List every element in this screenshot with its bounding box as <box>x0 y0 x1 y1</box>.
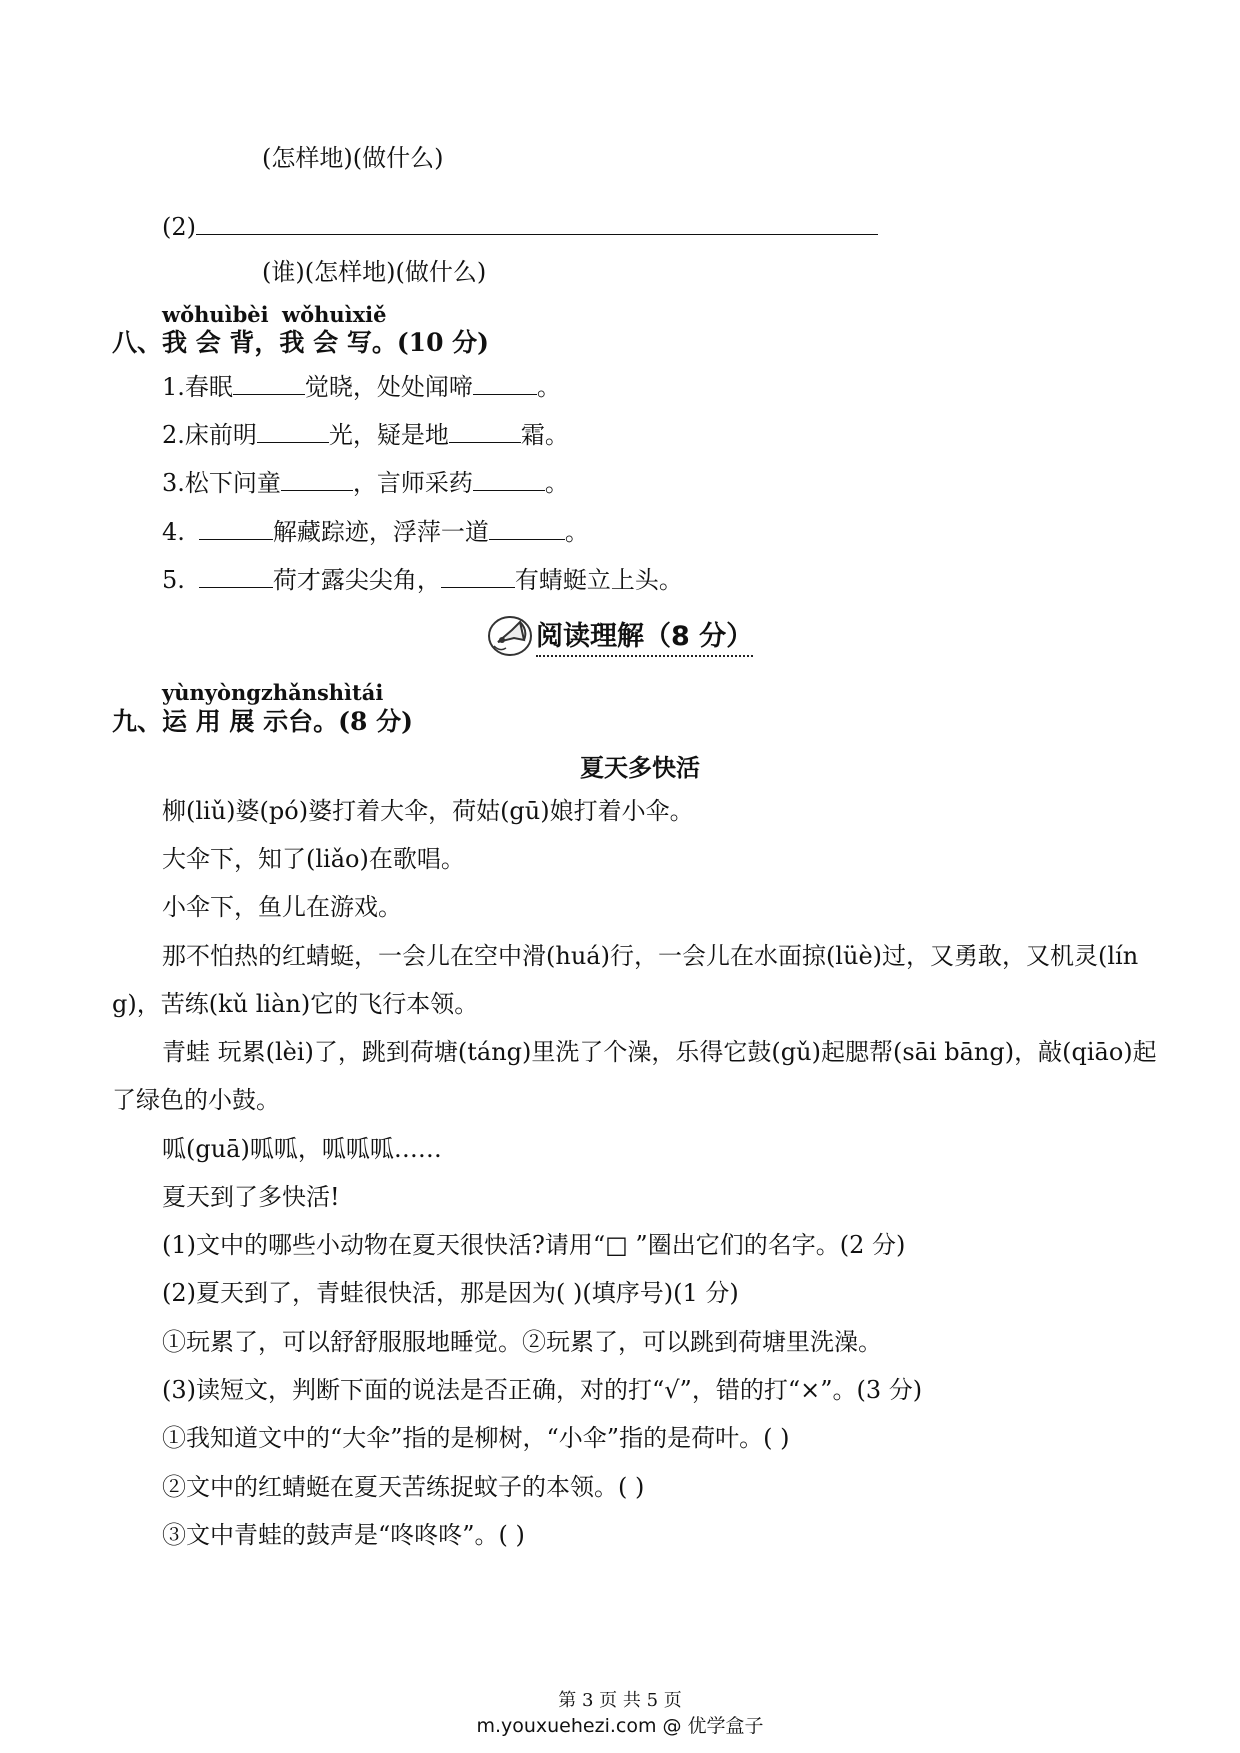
question-2-options: ①玩累了，可以舒舒服服地睡觉。②玩累了，可以跳到荷塘里洗澡。 <box>162 1328 882 1356</box>
answer-line-2[interactable] <box>162 212 878 242</box>
fill-blank[interactable] <box>473 468 545 491</box>
poem-line-3 <box>162 468 569 498</box>
question-2[interactable]: (2)夏天到了，青蛙很快活，那是因为( )(填序号)(1 分) <box>162 1279 739 1307</box>
page-number: 第 3 页 共 5 页 <box>558 1690 682 1711</box>
poem-text: 霜。 <box>520 421 569 449</box>
pinyin-yunyongzhanshitai: yùnyòngzhǎnshìtái <box>162 680 384 705</box>
poem-text: 3.松下问童 <box>162 469 281 497</box>
poem-text: 。 <box>544 469 569 497</box>
answer-blank[interactable] <box>196 212 878 235</box>
trumpet-icon <box>486 612 536 658</box>
fill-blank[interactable] <box>281 468 353 491</box>
passage-paragraph: 呱(guā)呱呱，呱呱呱…… <box>162 1135 442 1163</box>
section-number: 九、 <box>112 707 163 736</box>
fill-blank[interactable] <box>199 565 273 588</box>
question-3-statement-3[interactable]: ③文中青蛙的鼓声是“咚咚咚”。( ) <box>162 1521 525 1549</box>
passage-paragraph-continued: g)，苦练(kǔ liàn)它的飞行本领。 <box>112 990 479 1018</box>
poem-text: 觉晓，处处闻啼 <box>304 373 473 401</box>
poem-line-2 <box>162 420 569 450</box>
poem-text: 有蜻蜓立上头。 <box>514 566 683 594</box>
poem-text: ，言师采药 <box>352 469 473 497</box>
fill-blank[interactable] <box>449 420 521 443</box>
poem-text: 2.床前明 <box>162 421 257 449</box>
reading-section-banner <box>486 612 753 658</box>
poem-text: 1.春眠 <box>162 373 233 401</box>
section-points: (8 分) <box>338 707 413 736</box>
poem-line-5 <box>162 565 683 595</box>
question-1: (1)文中的哪些小动物在夏天很快活?请用“□ ”圈出它们的名字。(2 分) <box>162 1231 906 1259</box>
fill-blank[interactable] <box>199 517 273 540</box>
passage-paragraph: 小伞下，鱼儿在游戏。 <box>162 893 402 921</box>
item-number: (2) <box>162 213 196 241</box>
passage-title: 夏天多快活 <box>580 754 700 782</box>
answer-labels-2: (谁)(怎样地)(做什么) <box>262 258 487 286</box>
passage-paragraph: 柳(liǔ)婆(pó)婆打着大伞，荷姑(gū)娘打着小伞。 <box>162 797 694 825</box>
poem-text: 解藏踪迹，浮萍一道 <box>272 518 489 546</box>
question-3: (3)读短文，判断下面的说法是否正确，对的打“√”，错的打“×”。(3 分) <box>162 1376 923 1404</box>
section-points: (10 分) <box>396 328 489 357</box>
passage-paragraph: 那不怕热的红蜻蜓，一会儿在空中滑(huá)行，一会儿在水面掠(lüè)过，又勇敢，又机灵(lín <box>162 942 1139 970</box>
question-3-statement-1[interactable]: ①我知道文中的“大伞”指的是柳树，“小伞”指的是荷叶。( ) <box>162 1424 790 1452</box>
fill-blank[interactable] <box>441 565 515 588</box>
passage-paragraph-continued: 了绿色的小鼓。 <box>112 1086 280 1114</box>
poem-text: 4. <box>162 518 185 546</box>
poem-text: 5. <box>162 566 185 594</box>
section-title: 我 会 背，我 会 写。 <box>162 328 397 357</box>
poem-line-1 <box>162 372 561 402</box>
banner-title <box>536 614 753 657</box>
section-title: 运 用 展 示台。 <box>162 707 339 736</box>
banner-title-text: 阅读理解 <box>536 620 644 652</box>
passage-paragraph: 青蛙 玩累(lèi)了，跳到荷塘(táng)里洗了个澡，乐得它鼓(gǔ)起腮帮(sāi bāng)，敲(qiāo)起 <box>162 1038 1157 1066</box>
section-8-heading <box>112 323 489 359</box>
section-9-heading <box>112 702 413 738</box>
poem-text: 光，疑是地 <box>328 421 449 449</box>
fill-blank[interactable] <box>489 517 565 540</box>
fill-blank[interactable] <box>233 372 305 395</box>
pinyin-wohuibei: wǒhuìbèi <box>162 302 269 327</box>
poem-text: 。 <box>536 373 561 401</box>
question-3-statement-2[interactable]: ②文中的红蜻蜓在夏天苦练捉蚊子的本领。( ) <box>162 1473 645 1501</box>
passage-paragraph: 大伞下，知了(liǎo)在歌唱。 <box>162 845 465 873</box>
fill-blank[interactable] <box>473 372 537 395</box>
pinyin-wohuixie: wǒhuìxiě <box>282 302 387 327</box>
banner-points: （8 分） <box>644 620 754 652</box>
poem-line-4 <box>162 517 589 547</box>
passage-paragraph: 夏天到了多快活! <box>162 1183 340 1211</box>
answer-labels-1: (怎样地)(做什么) <box>262 144 444 172</box>
fill-blank[interactable] <box>257 420 329 443</box>
section-number: 八、 <box>112 328 163 357</box>
poem-text: 。 <box>564 518 589 546</box>
poem-text: 荷才露尖尖角， <box>272 566 441 594</box>
site-watermark: m.youxuehezi.com @ 优学盒子 <box>476 1715 764 1737</box>
